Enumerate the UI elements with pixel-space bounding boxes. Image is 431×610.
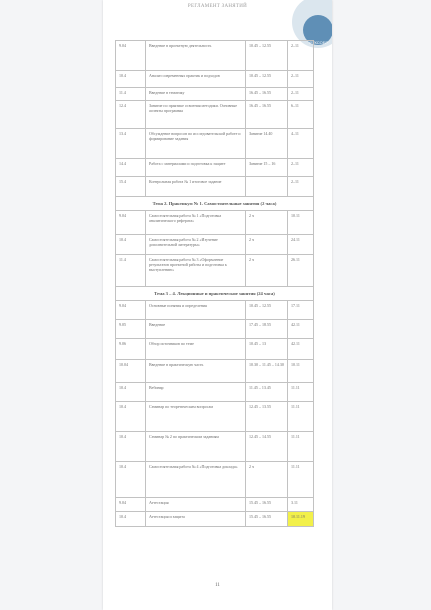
- room-cell: 11.11: [288, 402, 314, 432]
- topic-cell: Контрольная работа № 1 итоговое задание: [146, 177, 246, 197]
- topic-cell: Семинар № 2 по практическим заданиям: [146, 432, 246, 462]
- topic-cell: Обсуждение вопросов по исследовательской работе и формирование задания: [146, 129, 246, 159]
- date-cell: 12.4: [116, 101, 146, 129]
- date-cell: 13.4: [116, 129, 146, 159]
- room-cell: 24.11: [288, 235, 314, 255]
- table-row: [116, 339, 314, 360]
- section-heading-row: [116, 287, 314, 301]
- table-row: [116, 88, 314, 101]
- time-cell: 15.45 – 16.55: [246, 498, 288, 512]
- room-cell: 26.11: [288, 255, 314, 287]
- date-cell: 9.04: [116, 211, 146, 235]
- date-cell: 11.4: [116, 88, 146, 101]
- room-cell: 4–11: [288, 129, 314, 159]
- date-cell: 10.4: [116, 71, 146, 88]
- table-row: [116, 211, 314, 235]
- date-cell: 15.4: [116, 177, 146, 197]
- topic-cell: Обзор источников по теме: [146, 339, 246, 360]
- document-page: [103, 0, 332, 610]
- room-cell: 42.11: [288, 339, 314, 360]
- room-cell: 2–11: [288, 41, 314, 71]
- time-cell: 16.45 – 16.55: [246, 88, 288, 101]
- topic-cell: Самостоятельная работа № 3 «Оформление результатов проектной работы и подготовка к выступлению»: [146, 255, 246, 287]
- time-cell: 2 ч: [246, 255, 288, 287]
- table-row: [116, 41, 314, 71]
- time-cell: 15.45 – 16.55: [246, 512, 288, 527]
- table-row: [116, 235, 314, 255]
- time-cell: 2 ч: [246, 211, 288, 235]
- date-cell: 11.4: [116, 255, 146, 287]
- topic-cell: Работа с материалами и подготовка к защите: [146, 159, 246, 177]
- room-cell: 2–11: [288, 71, 314, 88]
- date-cell: 10.4: [116, 462, 146, 498]
- table-row: [116, 301, 314, 320]
- table-row: [116, 255, 314, 287]
- time-cell: 2 ч: [246, 235, 288, 255]
- room-cell: 11.11: [288, 383, 314, 402]
- date-cell: 14.4: [116, 159, 146, 177]
- time-cell: Занятие 14.40: [246, 129, 288, 159]
- table-row: [116, 462, 314, 498]
- running-head: РЕГЛАМЕНТ ЗАНЯТИЙ: [187, 4, 248, 9]
- topic-cell: Самостоятельная работа № 4 «Подготовка доклада»: [146, 462, 246, 498]
- date-cell: 10.4: [116, 432, 146, 462]
- date-cell: 10.4: [116, 383, 146, 402]
- date-cell: 10.4: [116, 512, 146, 527]
- topic-cell: Анализ современных практик и подходов: [146, 71, 246, 88]
- topic-cell: Введение в проектную деятельность: [146, 41, 246, 71]
- room-cell: 42.11: [288, 320, 314, 339]
- section-heading: Тема 3 – 4. Лекционные и практические занятия (24 часа): [116, 287, 314, 301]
- time-cell: 10.45 – 12.55: [246, 41, 288, 71]
- topic-cell: Аттестация и защита: [146, 512, 246, 527]
- time-cell: 12.45 – 14.55: [246, 432, 288, 462]
- room-cell: 2–11: [288, 177, 314, 197]
- time-cell: 10.45 – 12.55: [246, 301, 288, 320]
- topic-cell: Введение в тематику: [146, 88, 246, 101]
- topic-cell: Вебинар: [146, 383, 246, 402]
- time-cell: 10.45 – 13: [246, 339, 288, 360]
- room-cell: 10.11: [288, 360, 314, 383]
- table-row: [116, 129, 314, 159]
- room-cell: 3.11: [288, 498, 314, 512]
- table-row: [116, 71, 314, 88]
- topic-cell: Самостоятельная работа № 1 «Подготовка аналитического реферата»: [146, 211, 246, 235]
- topic-cell: Введение: [146, 320, 246, 339]
- topic-cell: Аттестация: [146, 498, 246, 512]
- time-cell: 16.45 – 16.55: [246, 101, 288, 129]
- date-cell: 9.04: [116, 41, 146, 71]
- time-cell: 2 ч: [246, 462, 288, 498]
- table-row: [116, 402, 314, 432]
- room-cell: 17.11: [288, 301, 314, 320]
- schedule-table: [115, 40, 314, 527]
- time-cell: Занятие 15 – 16: [246, 159, 288, 177]
- topic-cell: Введение в практическую часть: [146, 360, 246, 383]
- section-heading: Тема 2. Практикум № 1. Самостоятельные занятия (2 часа): [116, 197, 314, 211]
- room-cell: 2–11: [288, 159, 314, 177]
- date-cell: 10.4: [116, 235, 146, 255]
- time-cell: 10.45 – 12.55: [246, 71, 288, 88]
- table-row: [116, 320, 314, 339]
- time-cell: 11.45 – 13.45: [246, 383, 288, 402]
- room-cell: 11.11: [288, 462, 314, 498]
- time-cell: 17.45 – 18.55: [246, 320, 288, 339]
- table-row: [116, 177, 314, 197]
- table-row: [116, 101, 314, 129]
- room-cell: 6–11: [288, 101, 314, 129]
- page-number: 11: [215, 583, 220, 588]
- section-heading-row: [116, 197, 314, 211]
- schedule-body: [116, 41, 314, 527]
- topic-cell: Занятие по практике освоения методики. Основные аспекты программы: [146, 101, 246, 129]
- table-row: [116, 159, 314, 177]
- date-cell: 10.04: [116, 360, 146, 383]
- table-row: [116, 360, 314, 383]
- date-cell: 9.05: [116, 320, 146, 339]
- date-cell: 10.4: [116, 402, 146, 432]
- table-row: [116, 432, 314, 462]
- date-cell: 9.04: [116, 301, 146, 320]
- time-cell: [246, 177, 288, 197]
- time-cell: 12.45 – 13.55: [246, 402, 288, 432]
- topic-cell: Семинар по теоретическим вопросам: [146, 402, 246, 432]
- date-cell: 9.04: [116, 498, 146, 512]
- table-row: [116, 498, 314, 512]
- logo-text: РУКСОБР: [309, 40, 328, 45]
- table-row: [116, 383, 314, 402]
- date-cell: 9.06: [116, 339, 146, 360]
- topic-cell: Самостоятельная работа № 2 «Изучение дополнительной литературы»: [146, 235, 246, 255]
- room-cell: 2–11: [288, 88, 314, 101]
- room-cell: 10.11.19: [288, 512, 314, 527]
- room-cell: 11.11: [288, 432, 314, 462]
- topic-cell: Основные понятия и определения: [146, 301, 246, 320]
- table-row: [116, 512, 314, 527]
- room-cell: 10.11: [288, 211, 314, 235]
- time-cell: 10.30 – 11.45 – 14.30: [246, 360, 288, 383]
